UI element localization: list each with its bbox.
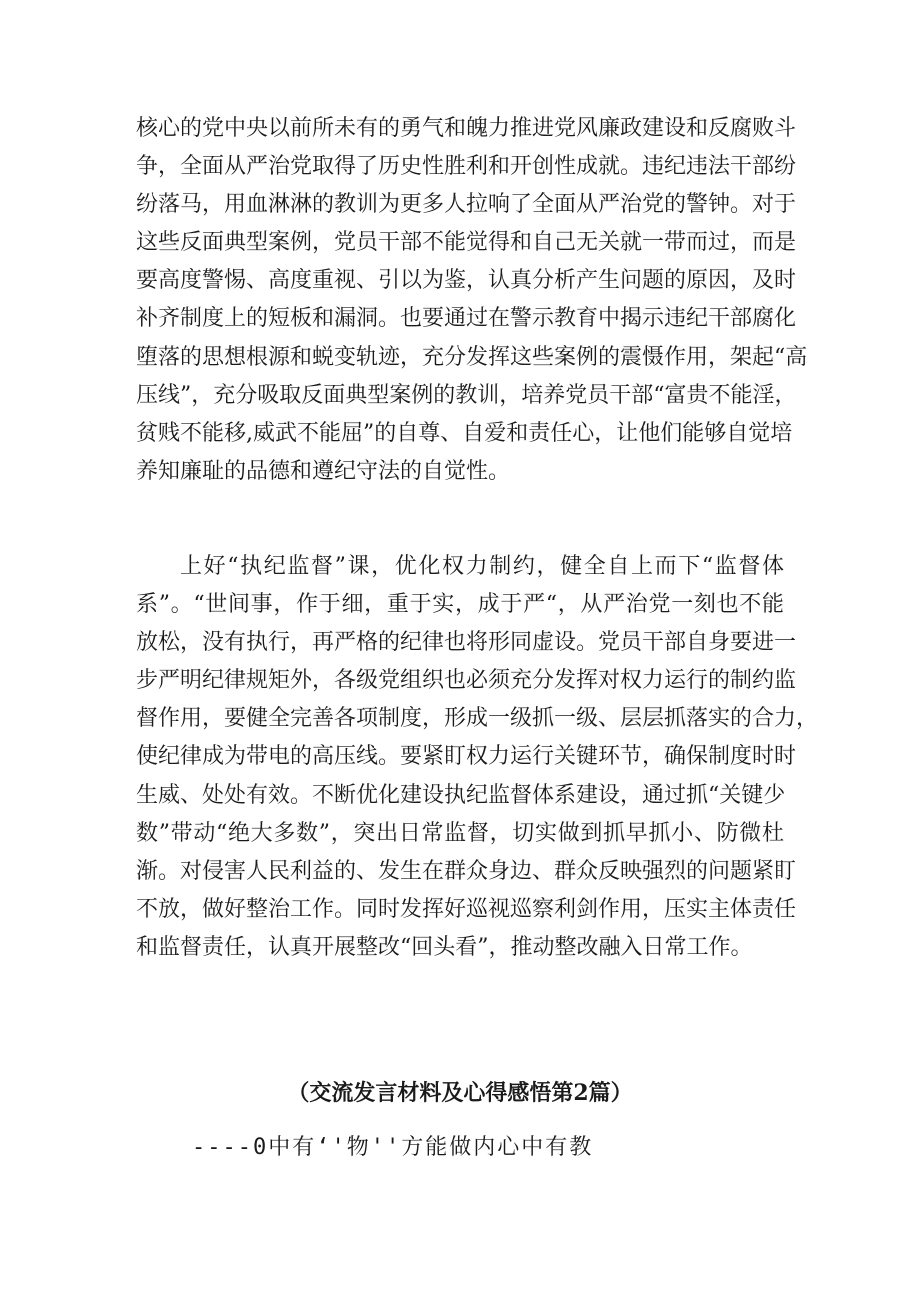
paragraph-line: 上好“执纪监督”课，优化权力制约，健全自上而下“监督体	[180, 554, 784, 579]
paragraph-2	[136, 548, 819, 967]
paragraph-line: 争，全面从严治党取得了历史性胜利和开创性成就。违纪违法干部纷	[136, 154, 797, 180]
paragraph-line: 要高度警惕、高度重视、引以为鉴，认真分析产生问题的原因，及时	[136, 268, 797, 294]
paragraph-line: 渐。对侵害人民利益的、发生在群众身边、群众反映强烈的问题紧盯	[136, 858, 797, 884]
paragraph-line: 压线”，充分吸取反面典型案例的教训，培养党员干部“富贵不能淫，	[136, 382, 797, 408]
paragraph-line: 放松，没有执行，再严格的纪律也将形同虚设。党员干部自身要进一	[136, 630, 797, 656]
paragraph-line: 数”带动“绝大多数”，突出日常监督，切实做到抓早抓小、防微杜	[136, 820, 784, 846]
paragraph-line: 系”。“世间事，作于细，重于实，成于严“，从严治党一刻也不能	[136, 592, 784, 618]
paragraph-line: 不放，做好整治工作。同时发挥好巡视巡察利剑作用，压实主体责任	[136, 896, 797, 922]
paragraph-line: 贫贱不能移,威武不能屈”的自尊、自爱和责任心，让他们能够自觉培	[136, 420, 793, 446]
paragraph-1	[136, 110, 808, 491]
paragraph-line: 补齐制度上的短板和漏洞。也要通过在警示教育中揭示违纪干部腐化	[136, 306, 797, 332]
paragraph-line: 使纪律成为带电的高压线。要紧盯权力运行关键环节，确保制度时时	[136, 744, 797, 770]
paragraph-line: 督作用，要健全完善各项制度，形成一级抓一级、层层抓落实的合力，	[136, 706, 819, 732]
paragraph-line: 堕落的思想根源和蜕变轨迹，充分发挥这些案例的震慑作用，架起“高	[136, 344, 808, 370]
paragraph-line: 步严明纪律规矩外，各级党组织也必须充分发挥对权力运行的制约监	[136, 668, 797, 694]
paragraph-line: 核心的党中央以前所未有的勇气和魄力推进党风廉政建设和反腐败斗	[136, 116, 797, 141]
subtitle: ----0中有‘'物''方能做内心中有教	[192, 1135, 594, 1160]
paragraph-line: 养知廉耻的品德和遵纪守法的自觉性。	[136, 458, 511, 484]
paragraph-line: 和监督责任，认真开展整改“回头看”，推动整改融入日常工作。	[136, 934, 753, 960]
paragraph-line: 生威、处处有效。不断优化建设执纪监督体系建设，通过抓“关键少	[136, 782, 786, 808]
section-title: （交流发言材料及心得感悟第2篇）	[287, 1080, 633, 1106]
paragraph-line: 这些反面典型案例，党员干部不能觉得和自己无关就一带而过，而是	[136, 230, 797, 256]
paragraph-line: 纷落马，用血淋淋的教训为更多人拉响了全面从严治党的警钟。对于	[136, 192, 797, 218]
